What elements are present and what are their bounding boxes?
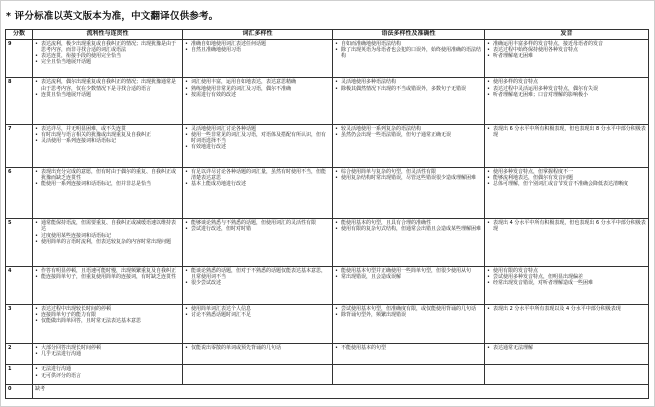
- band-score: 8: [6, 78, 33, 124]
- descriptor-item: • 常出现错误，且会造成误解: [335, 274, 482, 280]
- descriptor-cell-grammar: [333, 168, 485, 219]
- descriptor-list: [185, 79, 330, 97]
- descriptor-item: • 表现出充分完成的意愿，但有时由于偶尔的重复、自我纠正或犹豫而缺乏连贯性: [35, 169, 180, 181]
- descriptor-item: • 综合使用简单与复杂的句型，但灵活性有限: [335, 169, 482, 175]
- descriptor-cell-vocab: [183, 305, 333, 343]
- descriptor-list: [35, 366, 180, 378]
- descriptor-cell-fluency: [33, 365, 183, 384]
- descriptor-item: • 基本上能成功地进行改述: [185, 181, 330, 187]
- band-score: 5: [6, 219, 33, 266]
- descriptor-cell-grammar: [333, 305, 485, 343]
- descriptor-item: • 表达过程中始终保持使用各种发音特点: [487, 47, 646, 53]
- descriptor-item: • 除了出现英语为母语者也会犯的口误外，始终使用准确的语法结构: [335, 47, 482, 59]
- descriptor-item: • 几乎无法进行沟通: [35, 351, 180, 357]
- descriptor-cell-pron: [485, 305, 649, 343]
- descriptor-list: [335, 41, 482, 59]
- descriptor-list: [335, 306, 482, 318]
- descriptor-cell-pron: [485, 168, 649, 219]
- band-score: 3: [6, 305, 33, 343]
- descriptor-cell-fluency: [33, 40, 183, 78]
- descriptor-cell-vocab: [183, 40, 333, 78]
- descriptor-item: • 使用多种发音特点，但掌握程度不一: [487, 169, 646, 175]
- descriptor-list: [335, 169, 482, 181]
- descriptor-list: [35, 126, 180, 144]
- descriptor-cell-grammar: [333, 40, 485, 78]
- descriptor-list: [35, 79, 180, 97]
- descriptor-list: [35, 41, 180, 65]
- band-score: 0: [6, 384, 33, 398]
- table-body: [6, 40, 649, 399]
- descriptor-item: • 大部分回答出现长时间停顿: [35, 345, 180, 351]
- descriptor-item: • 自然且准确地使用习语: [185, 47, 330, 53]
- descriptor-list: [185, 126, 330, 150]
- descriptor-item: • 按需进行有效的改述: [185, 92, 330, 98]
- descriptor-item: • 有时出现与语言相关的犹豫或出现重复及自我纠正: [35, 132, 180, 138]
- descriptor-item: • 完全且恰当地展开话题: [35, 59, 180, 65]
- band-row: [6, 219, 649, 266]
- descriptor-cell-pron: [485, 78, 649, 124]
- band-row: [6, 305, 649, 343]
- descriptor-item: • 作答有明显停顿，且语速可能时慢，出现频繁重复及自我纠正: [35, 268, 180, 274]
- descriptor-item: • 使用多样的发音特点: [487, 79, 646, 85]
- descriptor-list: [487, 79, 646, 97]
- descriptor-item: • 表达过程中出现较长时间的停顿: [35, 306, 180, 312]
- descriptor-cell-pron: [485, 365, 649, 384]
- descriptor-item: • 灵活使用一系列连接词和话语标记: [35, 138, 180, 144]
- descriptor-item: • 连接简单句子的能力有限: [35, 312, 180, 318]
- descriptor-cell-vocab: [183, 168, 333, 219]
- descriptor-item: • 仅能说出零散的单词或预先背诵的几句话: [185, 345, 330, 351]
- band-score: 4: [6, 266, 33, 304]
- descriptor-list: [487, 268, 646, 286]
- descriptor-list: [185, 220, 330, 232]
- band-row: [6, 343, 649, 365]
- descriptor-list: [487, 41, 646, 59]
- band-descriptor-table: [5, 29, 649, 399]
- descriptor-list: [487, 126, 646, 138]
- descriptor-cell-vocab: [183, 124, 333, 168]
- descriptor-item: • 表达流利，极少出现重复或自我纠正的情况；出现犹豫是由于思考内容，而非寻找合适的词汇或语法: [35, 41, 180, 53]
- descriptor-item: • 尝试进行改述，但时对时错: [185, 226, 330, 232]
- descriptor-cell-grammar: [333, 219, 485, 266]
- descriptor-list: [335, 345, 482, 351]
- descriptor-cell-grammar: [333, 124, 485, 168]
- descriptor-item: • 使用简单词汇表达个人信息: [185, 306, 330, 312]
- descriptor-cell-fluency: [33, 124, 183, 168]
- descriptor-item: • 能使用基本句型并正确使用一些简单句型，但很少使用从句: [335, 268, 482, 274]
- descriptor-item: • 不能使用基本的句型: [335, 345, 482, 351]
- descriptor-item: • 表达流利，偶尔出现重复或自我纠正的情况；出现犹豫通常是由于思考内容，仅在少数情况下是寻找合适的语言: [35, 79, 180, 91]
- disclaimer-note: * 评分标准以英文版本为准，中文翻译仅供参考。: [6, 11, 219, 22]
- header-vocabulary: 词汇多样性: [183, 30, 333, 40]
- band-score: 9: [6, 40, 33, 78]
- descriptor-item: • 能使用基本的句型，且具有合理的准确性: [335, 220, 482, 226]
- descriptor-cell-pron: [485, 343, 649, 365]
- header-fluency: 流利性与连贯性: [33, 30, 183, 40]
- header-score: 分数: [6, 30, 33, 40]
- descriptor-item: • 有足以详尽讨论各种话题的词汇量，虽然有时使用不当，但能清楚表达意思: [185, 169, 330, 181]
- descriptor-cell-fluency: [33, 305, 183, 343]
- descriptor-item: • 表达过程中灵活运用多种发音特点，偶尔有失误: [487, 86, 646, 92]
- descriptor-item: • 表达通常无法理解: [487, 345, 646, 351]
- band-row: [6, 266, 649, 304]
- absent-cell: 缺考: [33, 384, 649, 398]
- descriptor-list: [185, 268, 330, 286]
- header-grammar: 语法多样性及准确性: [333, 30, 485, 40]
- descriptor-item: • 能连接简单句子，但重复使用简单的连接词，有时缺乏连贯性: [35, 274, 180, 280]
- descriptor-item: • 听者理解毫无困难: [487, 53, 646, 59]
- descriptor-list: [487, 169, 646, 187]
- band-row: [6, 168, 649, 219]
- descriptor-cell-fluency: [33, 168, 183, 219]
- descriptor-list: [335, 79, 482, 91]
- descriptor-cell-vocab: [183, 266, 333, 304]
- band-score: 6: [6, 168, 33, 219]
- descriptor-cell-grammar: [333, 78, 485, 124]
- descriptor-item: • 过度使用某些连接词和话语标记: [35, 233, 180, 239]
- descriptor-list: [487, 306, 646, 312]
- descriptor-item: • 使用一些非常见的词汇及习语，对语体及搭配有所认识，但有时词语选择不当: [185, 132, 330, 144]
- descriptor-item: • 能使用一系列连接词和话语标记，但并非总是恰当: [35, 181, 180, 187]
- descriptor-list: [35, 268, 180, 280]
- descriptor-item: • 灵活地使用词汇讨论各种话题: [185, 126, 330, 132]
- band-row: [6, 78, 649, 124]
- descriptor-item: • 有效地进行改述: [185, 144, 330, 150]
- descriptor-cell-pron: [485, 40, 649, 78]
- descriptor-item: • 灵活地使用多种语法结构: [335, 79, 482, 85]
- descriptor-item: • 词汇使用丰富，运用自如地表达，表达意思精确: [185, 79, 330, 85]
- descriptor-cell-fluency: [33, 266, 183, 304]
- descriptor-list: [185, 306, 330, 318]
- descriptor-item: • 尝试使用基本句型，但准确度有限，或仅能使用背诵的几句话: [335, 306, 482, 312]
- descriptor-item: • 能够流利地表达，但偶尔有发音问题: [487, 175, 646, 181]
- descriptor-cell-vocab: [183, 78, 333, 124]
- descriptor-item: • 较灵活地使用一系列复杂的语法结构: [335, 126, 482, 132]
- descriptor-list: [35, 169, 180, 187]
- descriptor-list: [335, 126, 482, 138]
- descriptor-cell-grammar: [333, 343, 485, 365]
- descriptor-item: • 很少尝试改述: [185, 280, 330, 286]
- descriptor-list: [35, 306, 180, 324]
- descriptor-list: [35, 220, 180, 244]
- descriptor-list: [185, 345, 330, 351]
- descriptor-cell-pron: [485, 124, 649, 168]
- descriptor-cell-fluency: [33, 219, 183, 266]
- descriptor-item: • 能够谈论熟悉与不熟悉的话题，但使用词汇的灵活性有限: [185, 220, 330, 226]
- descriptor-item: • 听者理解毫无困难；口音对理解的影响极小: [487, 92, 646, 98]
- descriptor-list: [335, 268, 482, 280]
- descriptor-cell-vocab: [183, 219, 333, 266]
- descriptor-item: • 连贯且恰当地展开话题: [35, 92, 180, 98]
- descriptor-item: • 使用复杂结构时常出现错误，尽管这些错误很少造成理解困难: [335, 175, 482, 181]
- descriptor-cell-pron: [485, 219, 649, 266]
- descriptor-item: • 使用有限的复杂句式结构，但通常会出错且会造成某些理解困难: [335, 226, 482, 232]
- header-pronunciation: 发音: [485, 30, 649, 40]
- descriptor-cell-fluency: [33, 78, 183, 124]
- descriptor-item: • 熟练地使用非常见的词汇及习语，偶尔不准确: [185, 86, 330, 92]
- descriptor-cell-vocab: [183, 343, 333, 365]
- descriptor-item: • 使用简单的言语时流利，但表达较复杂的内容时常出现问题: [35, 239, 180, 245]
- descriptor-list: [185, 169, 330, 187]
- descriptor-item: • 无可供评分的语言: [35, 373, 180, 379]
- descriptor-item: • 自如而准确地使用语法结构: [335, 41, 482, 47]
- band-score: 2: [6, 343, 33, 365]
- descriptor-item: • 除极其偶然情况下出现的不当或错误外，多数句子无错误: [335, 86, 482, 92]
- descriptor-item: • 使用有限的发音特点: [487, 268, 646, 274]
- descriptor-list: [335, 220, 482, 232]
- descriptor-cell-fluency: [33, 343, 183, 365]
- band-row: [6, 124, 649, 168]
- descriptor-item: • 准确自如地使用词汇表述任何话题: [185, 41, 330, 47]
- descriptor-list: [487, 220, 646, 232]
- descriptor-item: • 虽然仍会出现一些语法错误，但句子通常正确无误: [335, 132, 482, 138]
- band-row: [6, 365, 649, 384]
- descriptor-item: • 表达详尽，并无明显困难，或不失连贯: [35, 126, 180, 132]
- descriptor-item: • 表现出 6 分水平中所有积极表现，但也表现出 8 分水平中部分积极表现: [487, 126, 646, 138]
- descriptor-list: [185, 41, 330, 53]
- band-row: [6, 384, 649, 398]
- band-score: 7: [6, 124, 33, 168]
- descriptor-cell-grammar: [333, 266, 485, 304]
- descriptor-item: • 能谈论熟悉的话题，但对于不熟悉的话题仅能表达基本意思，且常使用词不当: [185, 268, 330, 280]
- descriptor-item: • 表达连贯，衔接手段的使用完全恰当: [35, 53, 180, 59]
- descriptor-item: • 表现出 4 分水平中所有积极表现，但也表现出 6 分水平中部分积极表现: [487, 220, 646, 232]
- descriptor-item: • 经常出现发音错误，对听者理解造成一些困难: [487, 280, 646, 286]
- descriptor-cell-pron: [485, 266, 649, 304]
- descriptor-item: • 表现出 2 分水平中所有表现以及 4 分水平中部分积极表现: [487, 306, 646, 312]
- descriptor-item: • 尝试使用多种发音特点，但明显出现偏差: [487, 274, 646, 280]
- descriptor-item: • 仅能做出简单回答，且时常无法表达基本意思: [35, 318, 180, 324]
- descriptor-list: [487, 345, 646, 351]
- descriptor-list: [35, 345, 180, 357]
- descriptor-item: • 总体可理解，但个别词汇或音节发音不准确会降低表达清晰度: [487, 181, 646, 187]
- band-row: [6, 40, 649, 78]
- band-score: 1: [6, 365, 33, 384]
- descriptor-cell-grammar: [333, 365, 485, 384]
- descriptor-item: • 讨论不熟悉话题时词汇不足: [185, 312, 330, 318]
- descriptor-item: • 无法进行沟通: [35, 366, 180, 372]
- descriptor-item: • 除背诵句型外，频繁出现错误: [335, 312, 482, 318]
- descriptor-item: • 通常能保持语流，但需要重复、自我纠正或减缓语速以维持表达: [35, 220, 180, 232]
- descriptor-cell-vocab: [183, 365, 333, 384]
- table-header-row: [6, 30, 649, 40]
- descriptor-item: • 准确运用丰富多样的发音特点，接近母语者的发音: [487, 41, 646, 47]
